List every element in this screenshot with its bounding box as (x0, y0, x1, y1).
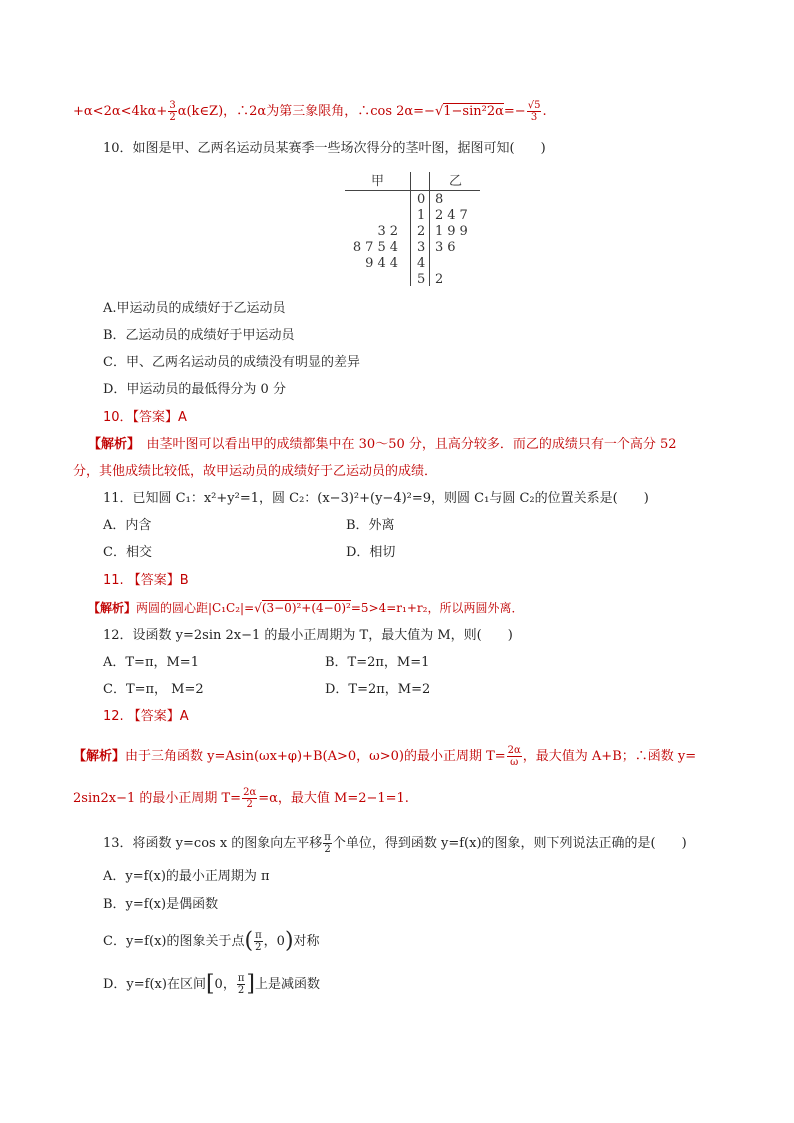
stem-leaf-row: 5 2 (417, 272, 448, 287)
prev-solution-period: . (542, 104, 547, 119)
stem-leaf-row: 1 247 (417, 208, 472, 223)
q10-option-d: D．甲运动员的最低得分为 0 分 (103, 382, 286, 397)
prev-solution-text-3: =− (503, 104, 526, 119)
q12-option-b: B．T=2π，M=1 (325, 655, 430, 670)
prev-solution-line: +α<2α<4kα+ $\frac{3}{2}$ α(k∈Z)，∴2α为第三象限角，∴cos 2α=−√1−sin²2α=− $\frac{√5}{3}$ . (73, 100, 547, 123)
q11-option-c: C．相交 (103, 545, 152, 560)
fraction-three-halves: $\frac{3}{2}$ (169, 100, 176, 123)
q12-option-d: D．T=2π，M=2 (325, 682, 431, 697)
explanation-tag: 【解析】 (88, 601, 137, 615)
q10-explanation-line-2: 分，其他成绩比较低，故甲运动员的成绩好于乙运动员的成绩． (73, 464, 438, 479)
prev-solution-text-2: α(k∈Z)，∴2α为第三象限角，∴cos 2α=− (177, 104, 435, 119)
fraction-root5-over-3: $\frac{√5}{3}$ (527, 100, 541, 123)
fraction-pi-over-2: $\frac{\pi}{2}$ (237, 973, 245, 996)
q13-option-c-text-2: ，0 (263, 934, 285, 949)
q11-explanation-text-1: 两圆的圆心距|C₁C₂|= (136, 601, 255, 615)
q10-stem: 10．如图是甲、乙两名运动员某赛季一些场次得分的茎叶图，据图可知( ) (103, 141, 546, 156)
q10-answer: 10．【答案】A (103, 410, 187, 425)
q13-option-d-text-1: D．y=f(x)在区间 (103, 977, 206, 992)
q10-explanation-text-1: 由茎叶图可以看出甲的成绩都集中在 30～50 分，且高分较多．而乙的成绩只有一个高分 52 (133, 437, 677, 452)
fraction-pi-over-2: $\frac{\pi}{2}$ (324, 832, 331, 855)
q13-stem-text-2: 个单位，得到函数 y=f(x)的图象，则下列说法正确的是( ) (332, 836, 687, 851)
q12-explanation-line-1 (73, 745, 696, 768)
q13-option-b: B．y=f(x)是偶函数 (103, 897, 219, 912)
q11-option-a: A．内含 (103, 518, 152, 533)
q11-explanation-text-2: =5>4=r₁+r₂，所以两圆外离． (350, 601, 524, 615)
q11-option-d: D．相切 (346, 545, 396, 560)
fraction-2alpha-over-omega: $\frac{2\alpha}{\omega}$ (507, 745, 521, 768)
stem-leaf-row: 8754 3 36 (352, 240, 460, 255)
q13-stem-text-1: 13．将函数 y=cos x 的图象向左平移 (103, 836, 323, 851)
q13-option-c: C．y=f(x)的图象关于点( $\frac{\pi}{2}$ ，0)对称 (103, 928, 320, 954)
stem-leaf-row: 32 2 199 (377, 224, 472, 239)
q11-answer: 11. 【答案】B (103, 573, 189, 588)
q11-option-b: B．外离 (346, 518, 395, 533)
q11-explanation: 【解析】两圆的圆心距|C₁C₂|=√(3−0)²+(4−0)²=5>4=r₁+r₂，所以两圆外离． (88, 601, 524, 615)
stem-leaf-plot (345, 170, 480, 288)
q13-stem (103, 832, 687, 855)
stem-leaf-header-left: 甲 (371, 174, 385, 189)
q13-option-d-text-2: 0， (214, 977, 236, 992)
q12-explanation-text-1: 由于三角函数 y=Asin(ωx+φ)+B(A>0，ω>0)的最小正周期 T= (125, 749, 506, 764)
q12-explanation-text-4: =α，最大值 M=2−1=1. (258, 791, 409, 806)
q13-option-c-text-3: 对称 (293, 934, 320, 949)
q12-explanation-text-3: 2sin2x−1 的最小正周期 T= (73, 791, 242, 806)
stem-leaf-header-rule (345, 190, 480, 191)
q13-option-d: D．y=f(x)在区间[0， $\frac{\pi}{2}$ ]上是减函数 (103, 971, 321, 997)
q13-option-c-text-1: C．y=f(x)的图象关于点 (103, 934, 245, 949)
q12-option-a: A．T=π，M=1 (103, 655, 199, 670)
q12-explanation-text-2: ，最大值为 A+B；∴函数 y= (522, 749, 697, 764)
q12-answer: 12. 【答案】A (103, 709, 189, 724)
stem-leaf-header-right: 乙 (449, 174, 463, 189)
q13-option-d-text-3: 上是减函数 (255, 977, 321, 992)
q10-explanation-line-1 (88, 435, 677, 455)
explanation-tag: 【解析】 (88, 437, 134, 452)
q12-option-c: C．T=π， M=2 (103, 682, 204, 697)
fraction-pi-over-2: $\frac{\pi}{2}$ (255, 930, 262, 953)
sqrt-expression: 1−sin²2α (443, 104, 504, 119)
q11-stem: 11．已知圆 C₁：x²+y²=1，圆 C₂：(x−3)²+(y−4)²=9，则圆 C₁与圆 C₂的位置关系是( ) (103, 491, 649, 506)
stem-leaf-row: 0 8 (417, 192, 448, 207)
fraction-2alpha-over-2: $\frac{2\alpha}{2}$ (243, 787, 257, 810)
q10-option-c: C．甲、乙两名运动员的成绩没有明显的差异 (103, 355, 360, 370)
prev-solution-text-1: +α<2α<4kα+ (73, 104, 168, 119)
q12-stem: 12．设函数 y=2sin 2x−1 的最小正周期为 T，最大值为 M，则( ) (103, 628, 513, 643)
explanation-tag: 【解析】 (73, 749, 126, 764)
q10-option-a: A.甲运动员的成绩好于乙运动员 (103, 301, 286, 316)
q10-option-b: B．乙运动员的成绩好于甲运动员 (103, 328, 295, 343)
stem-leaf-row: 944 4 (365, 256, 426, 271)
q13-option-a: A．y=f(x)的最小正周期为 π (103, 869, 270, 884)
q12-explanation-line-2 (73, 787, 409, 810)
sqrt-expression: (3−0)²+(4−0)² (261, 601, 351, 615)
